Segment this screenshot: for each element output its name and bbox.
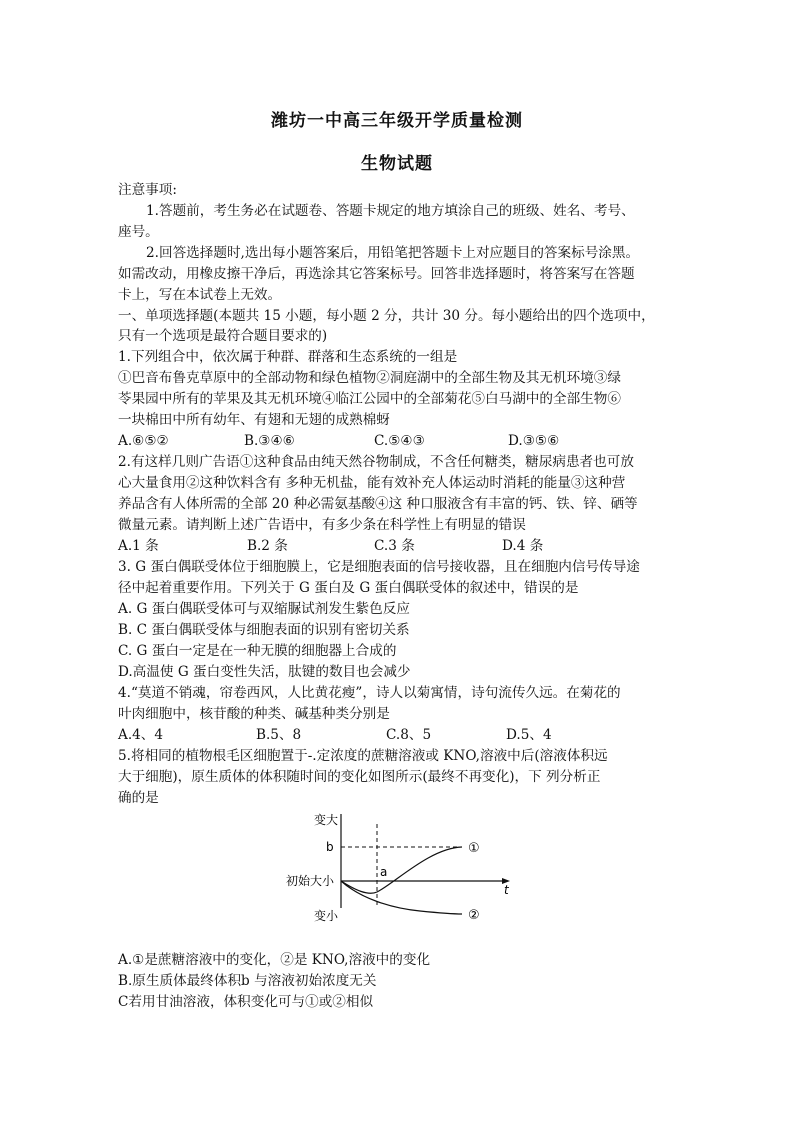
notice-line: 如需改动，用橡皮擦干净后，再选涂其它答案标号。回答非选择题时，将答案写在答题	[118, 266, 635, 282]
notice-line: 卡上，写在本试卷上无效。	[118, 287, 282, 303]
question-5-option-a: A.①是蔗糖溶液中的变化，②是 KNO,溶液中的变化	[118, 952, 431, 968]
question-5-stem: 确的是	[118, 790, 159, 806]
question-1-stem: 1.下列组合中，依次属于种群、群落和生态系统的一组是	[118, 349, 458, 365]
question-4-option-c: C.8、5	[386, 727, 432, 743]
question-4-option-d: D.5、4	[506, 727, 552, 743]
x-axis-label: t	[504, 883, 509, 897]
question-4-option-a: A.4、4	[118, 727, 164, 743]
notice-line: 1.答题前，考生务必在试题卷、答题卡规定的地方填涂自己的班级、姓名、考号、	[146, 203, 635, 219]
y-top-label: 变大	[314, 813, 339, 827]
curve-1	[341, 847, 462, 893]
question-2-stem: 2.有这样几则广告语①这种食品由纯天然谷物制成，不含任何糖类，糖尿病患者也可放	[118, 454, 634, 470]
y-bottom-label: 变小	[314, 909, 339, 923]
curve-2-label: ②	[468, 908, 480, 923]
question-3-stem: 3. G 蛋白偶联受体位于细胞膜上，它是细胞表面的信号接收器，且在细胞内信号传导途	[118, 559, 640, 575]
exam-title: 潍坊一中高三年级开学质量检测	[271, 111, 523, 131]
volume-time-graph	[280, 808, 520, 932]
question-1-option-b: B.③④⑥	[244, 433, 295, 449]
question-1-stem: ①巴音布鲁克草原中的全部动物和绿色植物②洞庭湖中的全部生物及其无机环境③绿	[118, 370, 621, 386]
question-1-option-a: A.⑥⑤②	[118, 433, 169, 449]
section-heading: 一、单项选择题(本题共 15 小题，每小题 2 分，共计 30 分。每小题给出的四个选项中，	[118, 308, 655, 324]
question-4-option-b: B.5、8	[256, 727, 302, 743]
b-label: b	[326, 840, 334, 854]
question-5-option-c: C若用甘油溶液，体积变化可与①或②相似	[118, 994, 374, 1010]
question-2-option-c: C.3 条	[374, 538, 415, 554]
question-2-stem: 养品含有人体所需的全部 20 种必需氨基酸④这 种口服液含有丰富的钙、铁、锌、硒等	[118, 496, 638, 512]
question-4-stem: 4.“莫道不销魂，帘卷西风，人比黄花瘦”，诗人以菊寓情，诗句流传久远。在菊花的	[118, 685, 621, 701]
exam-subject: 生物试题	[361, 154, 433, 174]
notice-line: 座号。	[118, 224, 159, 240]
question-1-option-d: D.③⑤⑥	[508, 433, 560, 449]
notice-line: 2.回答选择题时,选出每小题答案后，用铅笔把答题卡上对应题目的答案标号涂黑。	[146, 245, 640, 261]
a-label: a	[380, 865, 388, 879]
question-3-option-b: B. C 蛋白偶联受体与细胞表面的识别有密切关系	[118, 622, 410, 638]
question-3-stem: 径中起着重要作用。下列关于 G 蛋白及 G 蛋白偶联受体的叙述中，错误的是	[118, 580, 579, 596]
question-2-option-b: B.2 条	[247, 538, 288, 554]
section-heading: 只有一个选项是最符合题目要求的)	[118, 328, 328, 344]
question-3-option-c: C. G 蛋白一定是在一种无膜的细胞器上合成的	[118, 643, 397, 659]
question-1-stem: 苓果园中所有的苹果及其无机环境④临江公园中的全部菊花⑤白马湖中的全部生物⑥	[118, 391, 621, 407]
notice-heading: 注意事项:	[118, 182, 177, 198]
question-5-stem: 大于细胞)，原生质体的体积随时间的变化如图所示(最终不再变化)，下 列分析正	[118, 769, 601, 785]
question-3-option-d: D.高温使 G 蛋白变性失活，肽键的数目也会减少	[118, 664, 411, 680]
curve-1-label: ①	[468, 841, 480, 856]
question-1-stem: 一块棉田中所有幼年、有翅和无翅的成熟棉蚜	[118, 412, 390, 428]
question-2-option-d: D.4 条	[502, 538, 544, 554]
question-2-stem: 心大量食用②这种饮料含有 多种无机盐，能有效补充人体运动时消耗的能量③这种营	[118, 475, 626, 491]
question-4-stem: 叶肉细胞中，核苷酸的种类、碱基种类分别是	[118, 706, 390, 722]
question-2-option-a: A.1 条	[118, 538, 159, 554]
curve-2	[341, 881, 462, 914]
question-3-option-a: A. G 蛋白偶联受体可与双缩脲试剂发生紫色反应	[118, 601, 410, 617]
question-5-option-b: B.原生质体最终体积b 与溶液初始浓度无关	[118, 973, 377, 989]
question-5-stem: 5.将相同的植物根毛区细胞置于-.定浓度的蔗糖溶液或 KNO,溶液中后(溶液体积远	[118, 748, 608, 764]
question-1-option-c: C.⑤④③	[374, 433, 425, 449]
question-2-stem: 微量元素。请判断上述广告语中，有多少条在科学性上有明显的错误	[118, 517, 526, 533]
initial-size-label: 初始大小	[286, 874, 335, 888]
